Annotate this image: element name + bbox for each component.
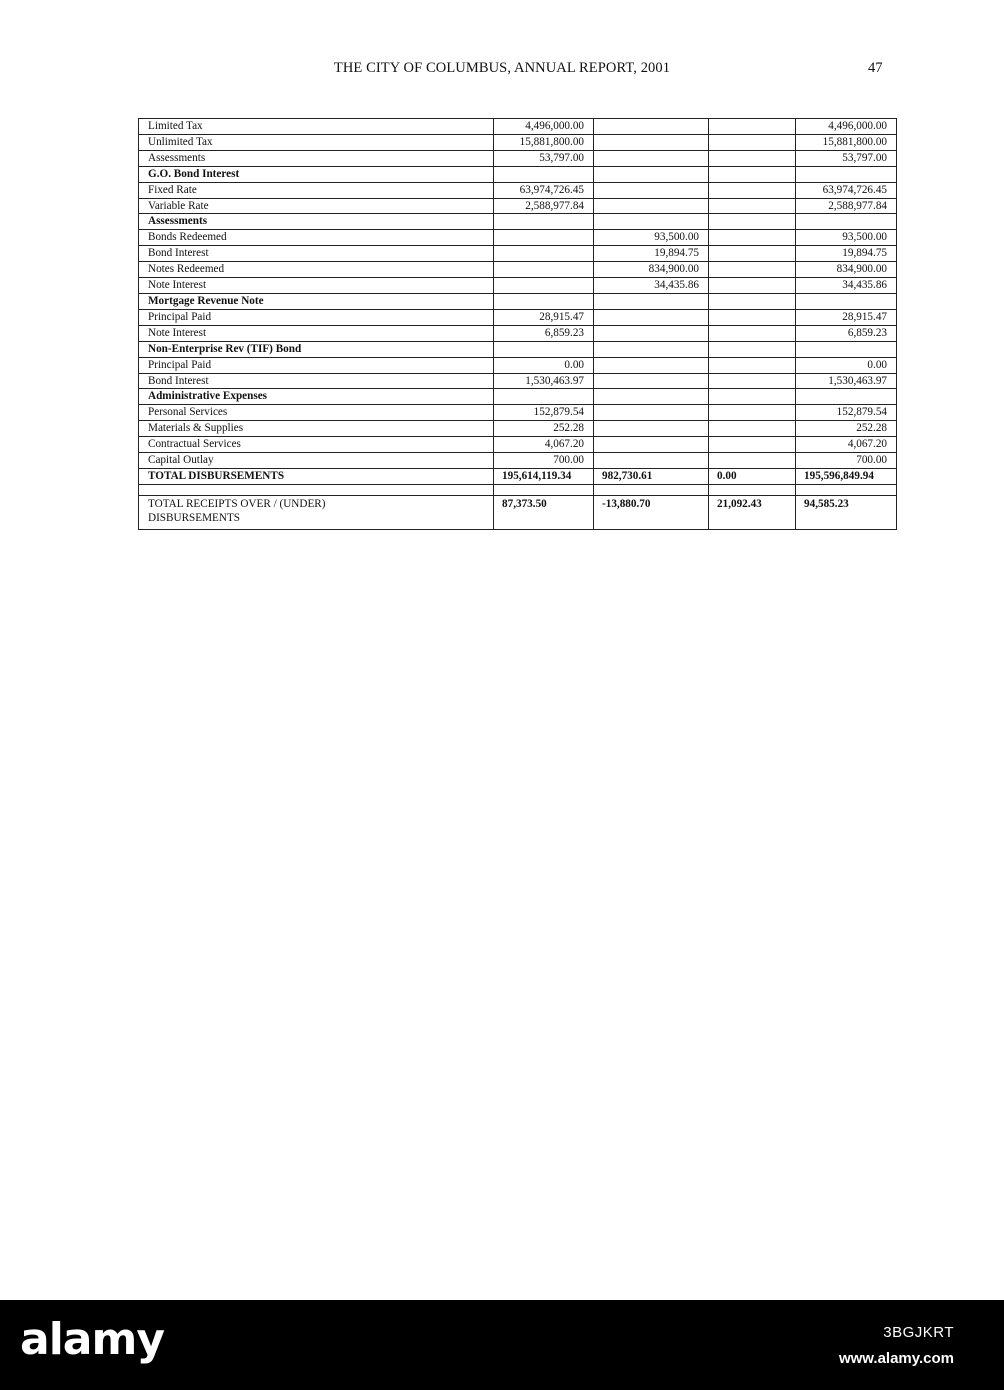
value-cell — [594, 341, 709, 357]
row-label: Mortgage Revenue Note — [139, 293, 494, 309]
value-cell: 252.28 — [796, 421, 897, 437]
value-cell — [709, 309, 796, 325]
net-receipts-label — [139, 495, 494, 529]
page-number: 47 — [868, 60, 883, 76]
table-body — [139, 119, 897, 530]
net-receipts-row — [139, 495, 897, 529]
value-cell — [709, 182, 796, 198]
row-label: Contractual Services — [139, 437, 494, 453]
value-cell — [494, 214, 594, 230]
value-cell — [709, 246, 796, 262]
value-cell: 834,900.00 — [796, 262, 897, 278]
value-cell — [494, 262, 594, 278]
value-cell: 19,894.75 — [796, 246, 897, 262]
value-cell: 6,859.23 — [494, 325, 594, 341]
value-cell — [594, 325, 709, 341]
value-cell — [594, 357, 709, 373]
empty-cell — [709, 484, 796, 495]
table-row — [139, 262, 897, 278]
row-label: Bond Interest — [139, 373, 494, 389]
total-value: 195,596,849.94 — [796, 468, 897, 484]
value-cell: 63,974,726.45 — [494, 182, 594, 198]
net-value: 21,092.43 — [709, 495, 796, 529]
section-row — [139, 166, 897, 182]
table-row — [139, 309, 897, 325]
value-cell — [594, 214, 709, 230]
value-cell: 152,879.54 — [796, 405, 897, 421]
value-cell — [709, 134, 796, 150]
row-label: Assessments — [139, 150, 494, 166]
net-value: -13,880.70 — [594, 495, 709, 529]
value-cell: 4,496,000.00 — [796, 119, 897, 135]
value-cell — [709, 230, 796, 246]
value-cell: 1,530,463.97 — [494, 373, 594, 389]
value-cell — [494, 293, 594, 309]
value-cell: 63,974,726.45 — [796, 182, 897, 198]
table-row — [139, 182, 897, 198]
value-cell: 834,900.00 — [594, 262, 709, 278]
total-disbursements-row — [139, 468, 897, 484]
site-url: www.alamy.com — [838, 1350, 954, 1367]
table-row — [139, 278, 897, 294]
table-row — [139, 198, 897, 214]
value-cell — [709, 262, 796, 278]
value-cell — [594, 453, 709, 469]
disbursements-table — [138, 118, 897, 530]
table-row — [139, 325, 897, 341]
row-label: Capital Outlay — [139, 453, 494, 469]
value-cell: 700.00 — [796, 453, 897, 469]
row-label: Personal Services — [139, 405, 494, 421]
value-cell: 4,067.20 — [796, 437, 897, 453]
empty-cell — [494, 484, 594, 495]
value-cell — [594, 437, 709, 453]
table-row — [139, 373, 897, 389]
empty-cell — [139, 484, 494, 495]
value-cell — [594, 119, 709, 135]
table-row — [139, 150, 897, 166]
total-value: 0.00 — [709, 468, 796, 484]
row-label: Bonds Redeemed — [139, 230, 494, 246]
value-cell — [709, 166, 796, 182]
value-cell: 93,500.00 — [594, 230, 709, 246]
value-cell — [494, 166, 594, 182]
table-row — [139, 119, 897, 135]
value-cell: 700.00 — [494, 453, 594, 469]
value-cell — [709, 341, 796, 357]
row-label: Fixed Rate — [139, 182, 494, 198]
empty-cell — [796, 484, 897, 495]
net-receipts-label-line1: TOTAL RECEIPTS OVER / (UNDER) — [148, 497, 326, 510]
spacer-row — [139, 484, 897, 495]
total-label: TOTAL DISBURSEMENTS — [139, 468, 494, 484]
row-label: G.O. Bond Interest — [139, 166, 494, 182]
alamy-logo: alamy — [20, 1314, 164, 1365]
value-cell — [709, 405, 796, 421]
value-cell: 93,500.00 — [796, 230, 897, 246]
value-cell — [709, 389, 796, 405]
section-row — [139, 214, 897, 230]
row-label: Materials & Supplies — [139, 421, 494, 437]
row-label: Limited Tax — [139, 119, 494, 135]
value-cell: 152,879.54 — [494, 405, 594, 421]
row-label: Assessments — [139, 214, 494, 230]
value-cell: 4,067.20 — [494, 437, 594, 453]
value-cell — [594, 293, 709, 309]
section-row — [139, 293, 897, 309]
section-row — [139, 389, 897, 405]
value-cell: 15,881,800.00 — [796, 134, 897, 150]
value-cell — [594, 198, 709, 214]
value-cell — [594, 166, 709, 182]
value-cell — [796, 293, 897, 309]
value-cell — [494, 341, 594, 357]
row-label: Non-Enterprise Rev (TIF) Bond — [139, 341, 494, 357]
value-cell — [594, 309, 709, 325]
value-cell: 19,894.75 — [594, 246, 709, 262]
table-row — [139, 246, 897, 262]
value-cell: 53,797.00 — [796, 150, 897, 166]
value-cell — [594, 150, 709, 166]
value-cell: 4,496,000.00 — [494, 119, 594, 135]
row-label: Unlimited Tax — [139, 134, 494, 150]
value-cell — [709, 214, 796, 230]
watermark-bar — [0, 1300, 1004, 1390]
empty-cell — [594, 484, 709, 495]
value-cell — [709, 150, 796, 166]
value-cell — [796, 341, 897, 357]
net-receipts-label-line2: DISBURSEMENTS — [148, 511, 241, 524]
value-cell — [709, 198, 796, 214]
value-cell — [494, 246, 594, 262]
row-label: Variable Rate — [139, 198, 494, 214]
value-cell — [594, 421, 709, 437]
value-cell: 1,530,463.97 — [796, 373, 897, 389]
value-cell — [709, 373, 796, 389]
row-label: Note Interest — [139, 325, 494, 341]
value-cell: 6,859.23 — [796, 325, 897, 341]
value-cell: 34,435.86 — [796, 278, 897, 294]
value-cell — [709, 119, 796, 135]
row-label: Bond Interest — [139, 246, 494, 262]
value-cell — [709, 293, 796, 309]
net-value: 94,585.23 — [796, 495, 897, 529]
value-cell — [796, 389, 897, 405]
value-cell — [594, 405, 709, 421]
table-row — [139, 405, 897, 421]
value-cell — [494, 230, 594, 246]
value-cell: 28,915.47 — [796, 309, 897, 325]
value-cell — [594, 389, 709, 405]
row-label: Principal Paid — [139, 309, 494, 325]
value-cell — [494, 389, 594, 405]
row-label: Principal Paid — [139, 357, 494, 373]
table-row — [139, 134, 897, 150]
value-cell — [494, 278, 594, 294]
page-title: THE CITY OF COLUMBUS, ANNUAL REPORT, 2001 — [333, 60, 671, 76]
row-label: Notes Redeemed — [139, 262, 494, 278]
value-cell — [709, 325, 796, 341]
value-cell: 252.28 — [494, 421, 594, 437]
table-row — [139, 421, 897, 437]
value-cell — [709, 278, 796, 294]
table-row — [139, 230, 897, 246]
value-cell — [594, 373, 709, 389]
page-header — [0, 60, 1004, 80]
net-value: 87,373.50 — [494, 495, 594, 529]
value-cell: 28,915.47 — [494, 309, 594, 325]
value-cell — [709, 421, 796, 437]
value-cell — [709, 437, 796, 453]
value-cell — [796, 214, 897, 230]
table-row — [139, 453, 897, 469]
value-cell — [709, 453, 796, 469]
total-value: 982,730.61 — [594, 468, 709, 484]
value-cell — [709, 357, 796, 373]
value-cell: 2,588,977.84 — [796, 198, 897, 214]
table-row — [139, 357, 897, 373]
row-label: Note Interest — [139, 278, 494, 294]
value-cell — [796, 166, 897, 182]
value-cell: 2,588,977.84 — [494, 198, 594, 214]
value-cell — [594, 182, 709, 198]
total-value: 195,614,119.34 — [494, 468, 594, 484]
value-cell — [594, 134, 709, 150]
value-cell: 0.00 — [494, 357, 594, 373]
value-cell: 15,881,800.00 — [494, 134, 594, 150]
value-cell: 53,797.00 — [494, 150, 594, 166]
row-label: Administrative Expenses — [139, 389, 494, 405]
table-row — [139, 437, 897, 453]
value-cell: 0.00 — [796, 357, 897, 373]
section-row — [139, 341, 897, 357]
value-cell: 34,435.86 — [594, 278, 709, 294]
image-id: 3BGJKRT — [883, 1324, 954, 1341]
